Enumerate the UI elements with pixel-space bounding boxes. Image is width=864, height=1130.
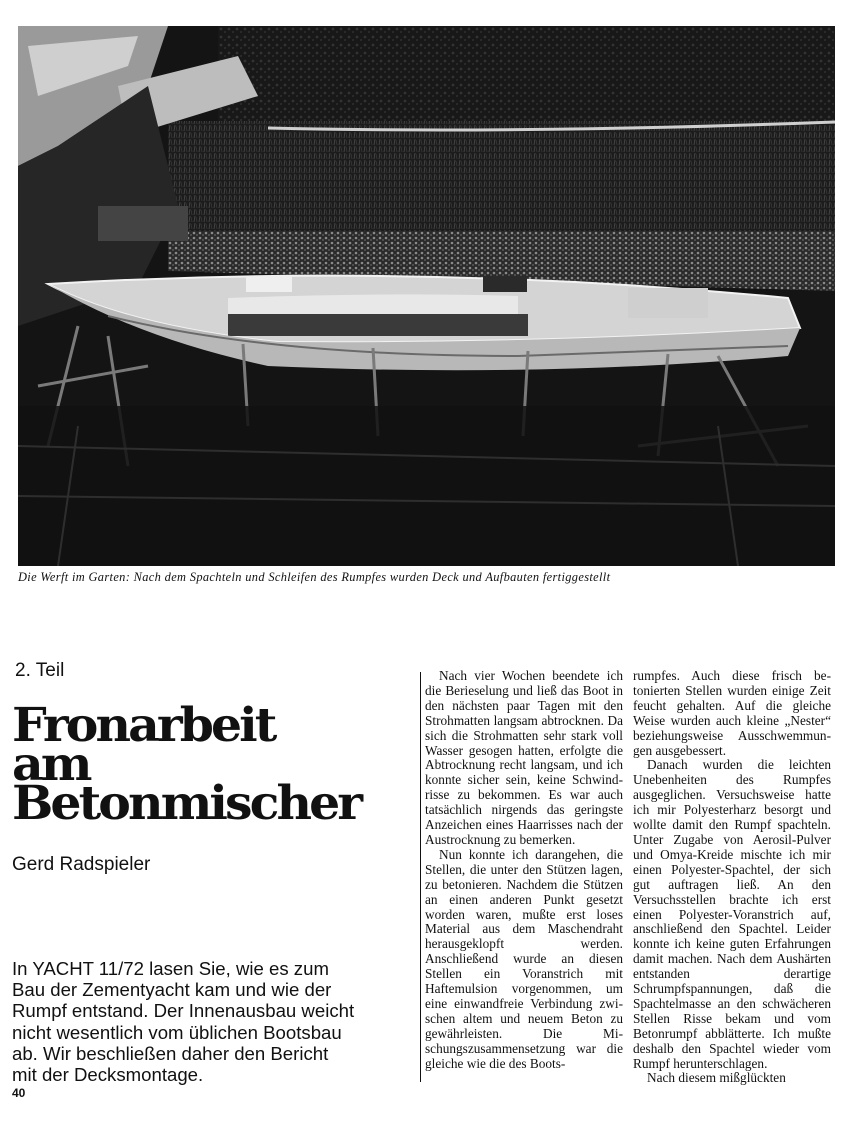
body-paragraph: Danach wurden die leichten Unebenheiten des Rumpfes ausgeglichen. Versuchsweise hatte ich mir Polyesterharz besorgt und wollte damit den Rumpf spachteln. Unter Zugabe von Aerosil-Pulver und Omya-Kreide mischte ich mir einen Polyester-Spachtel, der sich gut auftragen ließ. An den Versuchsstellen brachte ich erst einen Polyester-Voranstrich auf, anschließend den Spachtel. Leider konnte ich keine guten Erfahrungen damit machen. Nach dem Aushärten entstanden derartige Schrumpfspannungen, daß die Spachtelmasse an den schwächeren Stellen Risse bekam und vom Betonrumpf abblätterte. Ich mußte deshalb den Spachtel wieder vom Rumpf herunterschlagen.	[633, 757, 831, 1071]
boat-photo	[18, 26, 835, 566]
headline-line: am	[12, 737, 90, 792]
intro-line: In YACHT 11/72 lasen Sie, wie es zum	[12, 958, 329, 979]
body-column-2	[633, 669, 831, 1086]
intro-line: ab. Wir beschließen daher den Bericht	[12, 1042, 329, 1064]
intro-line: Rumpf entstand. Der Innenausbau weicht	[12, 1000, 355, 1022]
article-intro	[12, 958, 412, 1085]
photo-caption: Die Werft im Garten: Nach dem Spachteln und Schleifen des Rumpfes wurden Deck und Aufbauten fertiggestellt	[18, 570, 611, 584]
article-headline	[12, 698, 438, 831]
intro-line: mit der Decksmontage.	[12, 1064, 204, 1086]
body-column-1	[425, 669, 623, 1071]
author-byline: Gerd Radspieler	[12, 854, 151, 875]
page-number: 40	[12, 1086, 26, 1100]
body-paragraph: Nach diesem mißglückten	[647, 1070, 786, 1086]
intro-line: Bau der Zementyacht kam und wie der	[12, 979, 332, 1001]
body-paragraph: rumpfes. Auch diese frisch betonierten Stellen wurden einige Zeit feucht gehalten. Auf die gleiche Weise wurden auch kleine „Nester“ beziehungsweise Ausschwemmungen ausgebessert.	[633, 668, 831, 758]
intro-line: nicht wesentlich vom üblichen Bootsbau	[12, 1021, 342, 1043]
boat-hull-image	[18, 26, 835, 566]
body-paragraph: Nach vier Wochen beendete ich die Berieselung und ließ das Boot in den nächsten paar Tagen mit den Strohmatten langsam abtrocknen. Da sich die Strohmatten sehr stark voll Wasser gesogen hatten, erfolgte die Abtrocknung recht langsam, und ich konnte sicher sein, keine Schwindrisse zu bekommen. Es war auch tatsächlich nirgends das geringste Anzeichen eines Haarrisses nach der Austrocknung zu bemerken.	[425, 668, 623, 847]
column-divider	[420, 672, 421, 1082]
body-paragraph: Nun konnte ich darangehen, die Stellen, die unter den Stützen lagen, zu betonieren. Nachdem die Stützen an einen anderen Punkt gesetzt worden waren, mußte erst loses Material aus dem Maschendraht herausgeklopft werden. Anschließend wurde an diesen Stellen ein Voranstrich mit Haftemulsion vorgenommen, um eine einwandfreie Verbindung zwischen altem und neuem Beton zu gewährleisten. Die Mischungszusammensetzung war die gleiche wie die des Boots-	[425, 846, 623, 1071]
headline-line: Betonmischer	[12, 776, 361, 831]
headline-line: Fronarbeit	[12, 698, 275, 753]
series-part-label: 2. Teil	[15, 660, 65, 681]
